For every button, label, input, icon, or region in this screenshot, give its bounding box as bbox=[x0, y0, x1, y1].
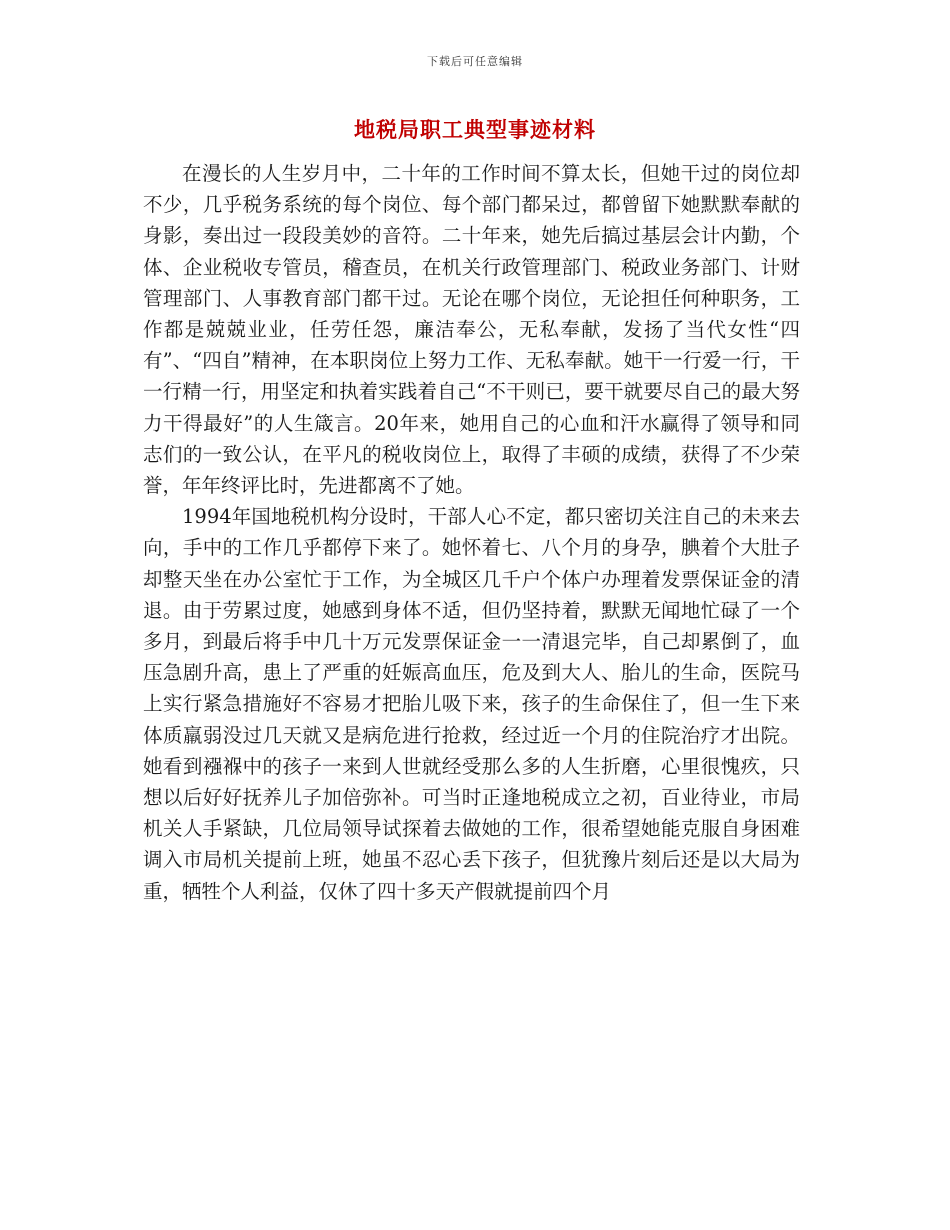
page-header-note: 下载后可任意编辑 bbox=[427, 55, 523, 68]
body-paragraph: 1994年国地税机构分设时，干部人心不定，都只密切关注自己的未来去向，手中的工作几乎都停下来了。她怀着七、八个月的身孕，腆着个大肚子却整天坐在办公室忙于工作，为全城区几千户个体户办理着发票保证金的清退。由于劳累过度，她感到身体不适，但仍坚持着，默默无闻地忙碌了一个多月，到最后将手中几十万元发票保证金一一清退完毕，自己却累倒了，血压急剧升高，患上了严重的妊娠高血压，危及到大人、胎儿的生命，医院马上实行紧急措施好不容易才把胎儿吸下来，孩子的生命保住了，但一生下来体质羸弱没过几天就又是病危进行抢救，经过近一个月的住院治疗才出院。她看到襁褓中的孩子一来到人世就经受那么多的人生折磨，心里很愧疚，只想以后好好抚养儿子加倍弥补。可当时正逢地税成立之初，百业待业，市局机关人手紧缺，几位局领导试探着去做她的工作，很希望她能克服自身困难调入市局机关提前上班，她虽不忍心丢下孩子，但犹豫片刻后还是以大局为重，牺牲个人利益，仅休了四十多天产假就提前四个月 bbox=[143, 505, 800, 903]
document-title: 地税局职工典型事迹材料 bbox=[354, 117, 596, 142]
document-body bbox=[143, 158, 800, 907]
body-paragraph: 在漫长的人生岁月中，二十年的工作时间不算太长，但她干过的岗位却不少，几乎税务系统的每个岗位、每个部门都呆过，都曾留下她默默奉献的身影，奏出过一段段美妙的音符。二十年来，她先后搞过基层会计内勤，个体、企业税收专管员，稽查员，在机关行政管理部门、税政业务部门、计财管理部门、人事教育部门都干过。无论在哪个岗位，无论担任何种职务，工作都是兢兢业业，任劳任怨，廉洁奉公，无私奉献，发扬了当代女性“四有”、“四自”精神，在本职岗位上努力工作、无私奉献。她干一行爱一行，干一行精一行，用坚定和执着实践着自己“不干则已，要干就要尽自己的最大努力干得最好”的人生箴言。20年来，她用自己的心血和汗水赢得了领导和同志们的一致公认，在平凡的税收岗位上，取得了丰硕的成绩，获得了不少荣誉，年年终评比时，先进都离不了她。 bbox=[143, 162, 800, 498]
